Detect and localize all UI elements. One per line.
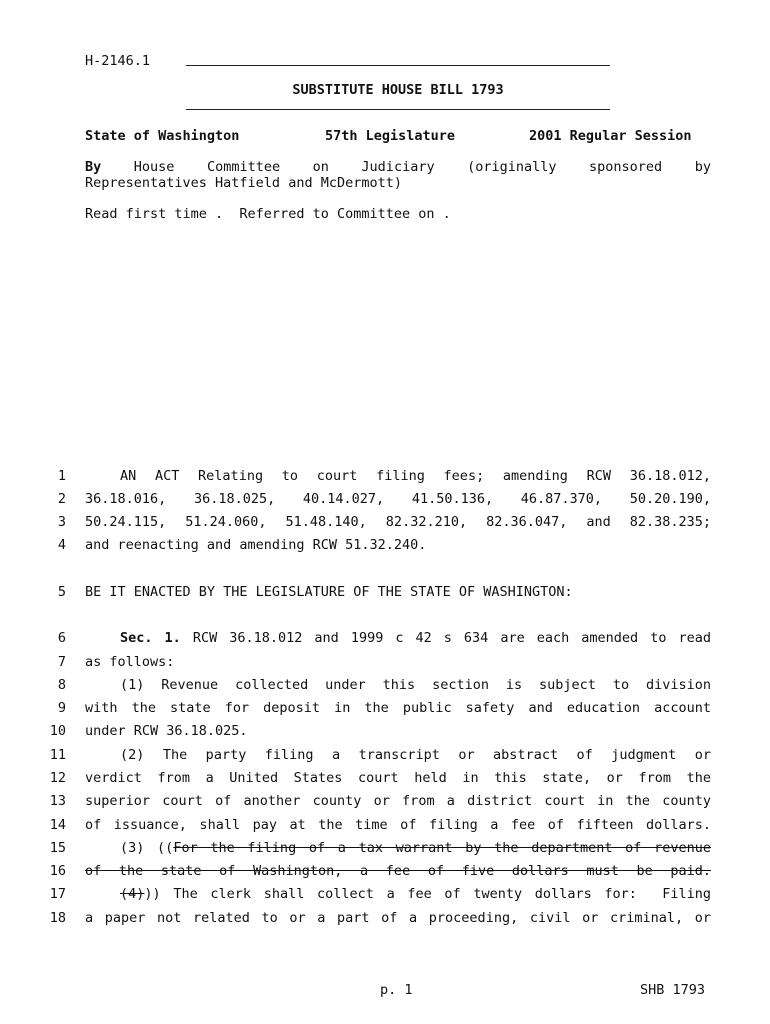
body-line	[85, 770, 711, 786]
line-number: 6	[57, 630, 66, 646]
session-label: 2001 Regular Session	[529, 128, 692, 144]
line-number: 1	[57, 468, 66, 484]
line-text: and reenacting and amending RCW 51.32.240.	[85, 537, 427, 553]
state-label: State of Washington	[85, 128, 240, 144]
sponsor-text: House Committee on Judiciary (originally sponsored by	[133, 159, 711, 175]
body-line	[85, 723, 711, 739]
body-line	[85, 817, 711, 833]
line-number: 7	[57, 654, 66, 670]
header-rule-top	[186, 65, 610, 66]
sponsor-line-2: Representatives Hatfield and McDermott)	[85, 175, 402, 191]
line-number: 11	[49, 747, 66, 763]
line-number: 12	[49, 770, 66, 786]
body-line	[85, 747, 711, 763]
body-line	[85, 677, 711, 693]
line-number: 16	[49, 863, 66, 879]
section-label: Sec. 1.	[120, 630, 181, 646]
line-text: as follows:	[85, 654, 175, 670]
body-line	[85, 491, 711, 507]
line-number: 17	[49, 886, 66, 902]
line-number: 14	[49, 817, 66, 833]
page-number: p. 1	[380, 982, 413, 998]
line-text: verdict from a United States court held in this state, or from the	[85, 770, 711, 786]
line-number: 10	[49, 723, 66, 739]
line-text: AN ACT Relating to court filing fees; amending RCW 36.18.012,	[120, 468, 711, 484]
line-number: 13	[49, 793, 66, 809]
line-text: (1) Revenue collected under this section is subject to division	[120, 677, 711, 693]
line-text: RCW 36.18.012 and 1999 c 42 s 634 are each amended to read	[192, 630, 711, 646]
line-text: (3) ((	[120, 840, 174, 856]
line-text: under RCW 36.18.025.	[85, 723, 248, 739]
line-text: BE IT ENACTED BY THE LEGISLATURE OF THE STATE OF WASHINGTON:	[85, 584, 573, 600]
header-rule-bottom	[186, 109, 610, 110]
bill-id: H-2146.1	[85, 53, 151, 69]
line-number: 4	[57, 537, 66, 553]
line-text: with the state for deposit in the public safety and education account	[85, 700, 711, 716]
line-number: 9	[57, 700, 66, 716]
line-text: a paper not related to or a part of a proceeding, civil or criminal, or	[85, 910, 711, 926]
line-number: 15	[49, 840, 66, 856]
body-line	[85, 886, 711, 902]
body-line	[85, 793, 711, 809]
struck-text: For the filing of a tax warrant by the department of revenue	[173, 840, 711, 856]
legislature-label: 57th Legislature	[325, 128, 456, 144]
body-line	[85, 910, 711, 926]
line-number: 18	[49, 910, 66, 926]
body-line	[85, 584, 711, 600]
line-text: of issuance, shall pay at the time of filing a fee of fifteen dollars.	[85, 817, 711, 833]
line-text: superior court of another county or from a district court in the county	[85, 793, 711, 809]
body-line	[85, 537, 711, 553]
footer-bill-short: SHB 1793	[640, 982, 706, 998]
line-text: (2) The party filing a transcript or abstract of judgment or	[120, 747, 711, 763]
bill-title: SUBSTITUTE HOUSE BILL 1793	[292, 82, 504, 98]
line-text: 50.24.115, 51.24.060, 51.48.140, 82.32.210, 82.36.047, and 82.38.235;	[85, 514, 711, 530]
body-line	[85, 654, 711, 670]
by-label: By	[85, 159, 102, 175]
struck-text: of the state of Washington, a fee of five dollars must be paid.	[85, 863, 711, 879]
body-line	[85, 700, 711, 716]
body-line	[85, 630, 711, 646]
line-number: 3	[57, 514, 66, 530]
line-number: 5	[57, 584, 66, 600]
line-number: 8	[57, 677, 66, 693]
line-number: 2	[57, 491, 66, 507]
read-first-time: Read first time . Referred to Committee on .	[85, 206, 451, 222]
line-text: 36.18.016, 36.18.025, 40.14.027, 41.50.136, 46.87.370, 50.20.190,	[85, 491, 711, 507]
body-line	[85, 840, 711, 856]
body-line	[85, 863, 711, 879]
body-line	[85, 514, 711, 530]
struck-text: (4)	[120, 886, 145, 902]
body-line	[85, 468, 711, 484]
line-text: )) The clerk shall collect a fee of twenty dollars for: Filing	[144, 886, 711, 902]
sponsor-line-1	[85, 159, 711, 175]
